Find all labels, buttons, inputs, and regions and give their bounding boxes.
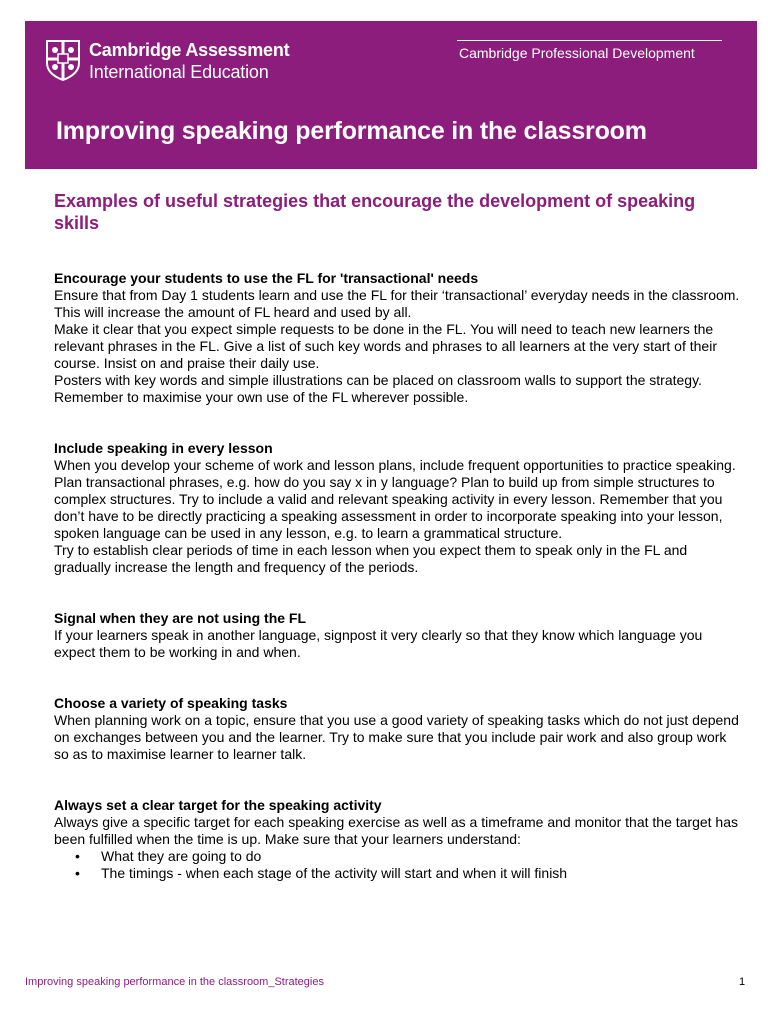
- page-subtitle: Examples of useful strategies that encourage the development of speaking skills: [54, 191, 696, 233]
- section-heading: Signal when they are not using the FL: [54, 610, 307, 626]
- cambridge-logo: [45, 39, 289, 83]
- section-signal-fl: [54, 610, 744, 661]
- section-transactional-needs: [54, 270, 744, 406]
- section-variety-tasks: [54, 695, 744, 763]
- strategy-content: [54, 270, 744, 916]
- header-banner: [25, 21, 757, 169]
- section-paragraph: When you develop your scheme of work and lesson plans, include frequent opportunities to practice speaking. Plan transactional phrases, e.g. how do you say x in y language? Plan to build up from simple structures to complex structures. Try to include a valid and relevant speaking activity in every lesson. Remember that you don’t have to be directly practicing a speaking assessment in order to incorporate speaking into your lesson, spoken language can be used in any lesson, e.g. to learn a grammatical structure.: [54, 457, 736, 541]
- section-paragraph: Try to establish clear periods of time in each lesson when you expect them to speak only in the FL and gradually increase the length and frequency of the periods.: [54, 542, 688, 575]
- bullet-icon: •: [75, 865, 80, 881]
- section-heading: Always set a clear target for the speaking activity: [54, 797, 382, 813]
- bullet-icon: •: [75, 848, 80, 864]
- section-clear-target: [54, 797, 744, 882]
- bullet-item: [54, 865, 744, 882]
- bullet-text: What they are going to do: [101, 848, 262, 864]
- footer-page-number: 1: [739, 976, 746, 988]
- section-heading: Choose a variety of speaking tasks: [54, 695, 288, 711]
- logo-line-2: International Education: [89, 62, 269, 82]
- section-paragraph: Ensure that from Day 1 students learn and use the FL for their ‘transactional’ everyday needs in the classroom. This will increase the amount of FL heard and used by all.: [54, 287, 740, 320]
- logo-line-1: Cambridge Assessment: [89, 40, 290, 60]
- section-paragraph: When planning work on a topic, ensure that you use a good variety of speaking tasks which do not just depend on exchanges between you and the learner. Try to make sure that you include pair work and also group work so as to maximise learner to learner talk.: [54, 712, 739, 762]
- section-paragraph: Remember to maximise your own use of the FL wherever possible.: [54, 389, 469, 405]
- section-every-lesson: [54, 440, 744, 576]
- section-heading: Include speaking in every lesson: [54, 440, 273, 456]
- section-paragraph: Make it clear that you expect simple requests to be done in the FL. You will need to teach new learners the relevant phrases in the FL. Give a list of such key words and phrases to all learners at the very start of their course. Insist on and praise their daily use.: [54, 321, 717, 371]
- section-paragraph: Always give a specific target for each speaking exercise as well as a timeframe and monitor that the target has been fulfilled when the time is up. Make sure that your learners understand:: [54, 814, 739, 847]
- target-bullet-list: [54, 848, 744, 882]
- program-label: Cambridge Professional Development: [459, 45, 695, 61]
- section-heading: Encourage your students to use the FL for 'transactional' needs: [54, 270, 479, 286]
- footer-document-name: Improving speaking performance in the classroom_Strategies: [25, 976, 324, 988]
- bullet-text: The timings - when each stage of the activity will start and when it will finish: [101, 865, 568, 881]
- section-paragraph: If your learners speak in another language, signpost it very clearly so that they know which language you expect them to be working in and when.: [54, 627, 703, 660]
- header-divider: [457, 40, 722, 41]
- section-paragraph: Posters with key words and simple illustrations can be placed on classroom walls to support the strategy.: [54, 372, 702, 388]
- cambridge-crest-icon: [45, 39, 81, 81]
- bullet-item: [54, 848, 744, 865]
- page-title: Improving speaking performance in the classroom: [56, 117, 647, 145]
